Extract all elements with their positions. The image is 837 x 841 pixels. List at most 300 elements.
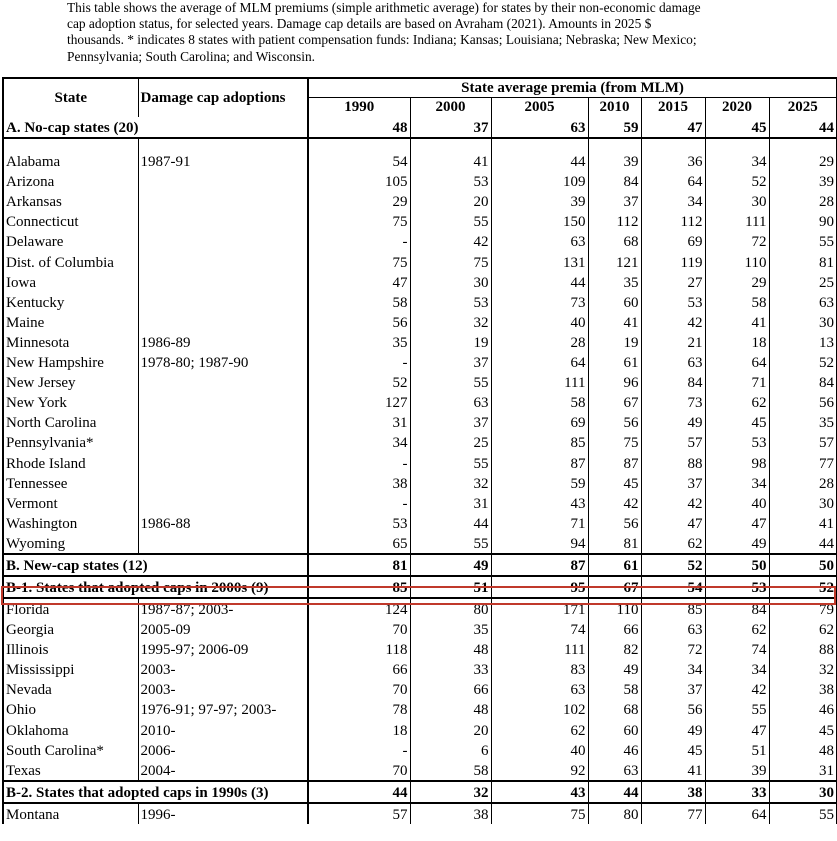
damage-cap-years — [138, 533, 308, 554]
value-cell: 42 — [410, 231, 491, 251]
value-cell: 36 — [641, 151, 705, 171]
value-cell: 124 — [308, 598, 410, 619]
value-cell: 53 — [705, 432, 769, 452]
state-name: Washington — [3, 513, 138, 533]
value-cell: 28 — [769, 191, 837, 211]
value-cell: 119 — [641, 251, 705, 271]
value-cell: 58 — [705, 292, 769, 312]
value-cell: 28 — [769, 473, 837, 493]
value-cell: 19 — [410, 332, 491, 352]
value-cell: 30 — [410, 272, 491, 292]
table-row — [3, 312, 837, 332]
value-cell: 38 — [308, 473, 410, 493]
value-cell: 55 — [705, 699, 769, 719]
value-cell: 45 — [705, 412, 769, 432]
value-cell: 51 — [705, 740, 769, 760]
value-cell: 40 — [491, 312, 588, 332]
value-cell: - — [308, 493, 410, 513]
value-cell: 44 — [410, 513, 491, 533]
state-name: New Hampshire — [3, 352, 138, 372]
value-cell: 39 — [769, 171, 837, 191]
value-cell: 20 — [410, 191, 491, 211]
value-cell: 71 — [705, 372, 769, 392]
value-cell: 44 — [308, 781, 410, 803]
value-cell: 52 — [641, 554, 705, 576]
value-cell: 41 — [641, 760, 705, 781]
value-cell: 68 — [588, 231, 641, 251]
damage-cap-years — [138, 473, 308, 493]
value-cell: 74 — [491, 619, 588, 639]
value-cell: - — [308, 452, 410, 472]
section-label: B. New-cap states (12) — [3, 554, 308, 576]
table-row — [3, 699, 837, 719]
value-cell: 75 — [308, 211, 410, 231]
table-row — [3, 191, 837, 211]
value-cell: 88 — [641, 452, 705, 472]
value-cell: 37 — [410, 412, 491, 432]
value-cell: 62 — [491, 719, 588, 739]
value-cell: 38 — [641, 781, 705, 803]
value-cell: 84 — [588, 171, 641, 191]
value-cell: 35 — [410, 619, 491, 639]
value-cell: 62 — [705, 392, 769, 412]
section-row — [3, 554, 837, 576]
state-name: South Carolina* — [3, 740, 138, 760]
table-row — [3, 619, 837, 639]
value-cell: 64 — [491, 352, 588, 372]
table-row — [3, 251, 837, 271]
value-cell: 73 — [491, 292, 588, 312]
value-cell: 27 — [641, 272, 705, 292]
damage-cap-years: 1986-89 — [138, 332, 308, 352]
section-row — [3, 576, 837, 598]
value-cell: 47 — [641, 513, 705, 533]
value-cell: 62 — [641, 533, 705, 554]
value-cell: 53 — [410, 171, 491, 191]
damage-cap-years — [138, 292, 308, 312]
table-row — [3, 392, 837, 412]
value-cell: 85 — [641, 598, 705, 619]
value-cell: 59 — [588, 117, 641, 138]
table-row — [3, 432, 837, 452]
value-cell: 105 — [308, 171, 410, 191]
damage-cap-years: 1987-91 — [138, 151, 308, 171]
value-cell: 50 — [705, 554, 769, 576]
table-row — [3, 493, 837, 513]
value-cell: 32 — [769, 659, 837, 679]
value-cell: 13 — [769, 332, 837, 352]
state-name: Rhode Island — [3, 452, 138, 472]
value-cell: 81 — [769, 251, 837, 271]
table-row — [3, 803, 837, 824]
state-name: North Carolina — [3, 412, 138, 432]
value-cell: 21 — [641, 332, 705, 352]
value-cell: 112 — [588, 211, 641, 231]
damage-cap-years — [138, 171, 308, 191]
value-cell: 64 — [705, 803, 769, 824]
header-year-2005: 2005 — [491, 98, 588, 118]
value-cell: 33 — [410, 659, 491, 679]
value-cell: 42 — [641, 493, 705, 513]
damage-cap-years: 2005-09 — [138, 619, 308, 639]
value-cell: 47 — [705, 719, 769, 739]
value-cell: 61 — [588, 352, 641, 372]
value-cell: 44 — [491, 151, 588, 171]
value-cell: 66 — [588, 619, 641, 639]
value-cell: 35 — [308, 332, 410, 352]
value-cell: 58 — [588, 679, 641, 699]
value-cell: 51 — [410, 576, 491, 598]
value-cell: 30 — [769, 781, 837, 803]
value-cell: 67 — [588, 392, 641, 412]
value-cell: 82 — [588, 639, 641, 659]
header-year-2000: 2000 — [410, 98, 491, 118]
value-cell: 102 — [491, 699, 588, 719]
value-cell: 48 — [410, 699, 491, 719]
damage-cap-years — [138, 251, 308, 271]
value-cell: 39 — [588, 151, 641, 171]
damage-cap-years — [138, 432, 308, 452]
value-cell: 85 — [491, 432, 588, 452]
value-cell: 49 — [641, 719, 705, 739]
damage-cap-years: 1978-80; 1987-90 — [138, 352, 308, 372]
value-cell: 49 — [705, 533, 769, 554]
spacer-row — [3, 138, 837, 151]
value-cell: 35 — [588, 272, 641, 292]
value-cell: 45 — [705, 117, 769, 138]
value-cell: 59 — [491, 473, 588, 493]
table-row — [3, 760, 837, 781]
section-row — [3, 117, 837, 138]
damage-cap-years — [138, 191, 308, 211]
state-name: Iowa — [3, 272, 138, 292]
value-cell: 34 — [641, 659, 705, 679]
state-name: Delaware — [3, 231, 138, 251]
value-cell: 45 — [641, 740, 705, 760]
table-row — [3, 639, 837, 659]
damage-cap-years: 2003- — [138, 659, 308, 679]
value-cell: 96 — [588, 372, 641, 392]
value-cell: 34 — [308, 432, 410, 452]
table-row — [3, 473, 837, 493]
value-cell: 150 — [491, 211, 588, 231]
value-cell: 56 — [588, 412, 641, 432]
value-cell: 55 — [769, 231, 837, 251]
header-damage-caps: Damage cap adoptions — [138, 78, 308, 117]
value-cell: 66 — [410, 679, 491, 699]
value-cell: 37 — [641, 473, 705, 493]
value-cell: 53 — [705, 576, 769, 598]
value-cell: 41 — [705, 312, 769, 332]
value-cell: 118 — [308, 639, 410, 659]
damage-cap-years — [138, 372, 308, 392]
state-name: Tennessee — [3, 473, 138, 493]
value-cell: 57 — [641, 432, 705, 452]
value-cell: 56 — [588, 513, 641, 533]
value-cell: 75 — [308, 251, 410, 271]
damage-cap-years — [138, 231, 308, 251]
value-cell: 63 — [769, 292, 837, 312]
table-row — [3, 659, 837, 679]
table-body — [3, 117, 837, 824]
value-cell: 37 — [410, 117, 491, 138]
value-cell: 48 — [769, 740, 837, 760]
value-cell: 61 — [588, 554, 641, 576]
value-cell: 68 — [588, 699, 641, 719]
value-cell: 52 — [769, 352, 837, 372]
value-cell: 94 — [491, 533, 588, 554]
value-cell: 83 — [491, 659, 588, 679]
value-cell: 63 — [641, 619, 705, 639]
table-row — [3, 372, 837, 392]
value-cell: 53 — [641, 292, 705, 312]
value-cell: 80 — [588, 803, 641, 824]
value-cell: 72 — [641, 639, 705, 659]
value-cell: 87 — [588, 452, 641, 472]
state-name: Minnesota — [3, 332, 138, 352]
header-year-2015: 2015 — [641, 98, 705, 118]
value-cell: 18 — [308, 719, 410, 739]
value-cell: 56 — [769, 392, 837, 412]
value-cell: 121 — [588, 251, 641, 271]
value-cell: 29 — [308, 191, 410, 211]
value-cell: 63 — [491, 679, 588, 699]
value-cell: 88 — [769, 639, 837, 659]
value-cell: 77 — [769, 452, 837, 472]
value-cell: 110 — [588, 598, 641, 619]
value-cell: 34 — [641, 191, 705, 211]
value-cell: 69 — [491, 412, 588, 432]
caption-line: thousands. * indicates 8 states with patient compensation funds: Indiana; Kansas; Louisiana; Nebraska; New Mexico; — [67, 32, 697, 48]
value-cell: 63 — [491, 231, 588, 251]
value-cell: 47 — [641, 117, 705, 138]
damage-cap-years — [138, 392, 308, 412]
value-cell: 42 — [641, 312, 705, 332]
state-name: Georgia — [3, 619, 138, 639]
value-cell: 171 — [491, 598, 588, 619]
value-cell: - — [308, 352, 410, 372]
damage-cap-years: 2006- — [138, 740, 308, 760]
value-cell: 131 — [491, 251, 588, 271]
value-cell: 30 — [769, 493, 837, 513]
value-cell: 87 — [491, 554, 588, 576]
value-cell: 44 — [769, 533, 837, 554]
state-name: Connecticut — [3, 211, 138, 231]
state-name: Arizona — [3, 171, 138, 191]
value-cell: 66 — [308, 659, 410, 679]
value-cell: 55 — [410, 372, 491, 392]
value-cell: 98 — [705, 452, 769, 472]
value-cell: 45 — [769, 719, 837, 739]
value-cell: 55 — [410, 452, 491, 472]
value-cell: 63 — [410, 392, 491, 412]
value-cell: 44 — [491, 272, 588, 292]
value-cell: 32 — [410, 781, 491, 803]
state-name: Vermont — [3, 493, 138, 513]
value-cell: 29 — [705, 272, 769, 292]
value-cell: 127 — [308, 392, 410, 412]
value-cell: 85 — [308, 576, 410, 598]
value-cell: 37 — [641, 679, 705, 699]
state-name: Texas — [3, 760, 138, 781]
state-name: New Jersey — [3, 372, 138, 392]
table-row — [3, 332, 837, 352]
value-cell: 46 — [769, 699, 837, 719]
value-cell: 45 — [588, 473, 641, 493]
value-cell: 55 — [410, 533, 491, 554]
value-cell: 47 — [308, 272, 410, 292]
header-year-1990: 1990 — [308, 98, 410, 118]
value-cell: 37 — [588, 191, 641, 211]
damage-cap-years: 2004- — [138, 760, 308, 781]
damage-cap-years — [138, 412, 308, 432]
value-cell: 81 — [588, 533, 641, 554]
value-cell: 56 — [641, 699, 705, 719]
value-cell: 38 — [410, 803, 491, 824]
caption-line: cap adoption status, for selected years. Damage cap details are based on Avraham (2021). Amounts in 2025 $ — [67, 16, 652, 32]
value-cell: 58 — [410, 760, 491, 781]
value-cell: 60 — [588, 719, 641, 739]
value-cell: 63 — [491, 117, 588, 138]
value-cell: 34 — [705, 473, 769, 493]
table-row — [3, 598, 837, 619]
value-cell: 71 — [491, 513, 588, 533]
caption-line: Pennsylvania; South Carolina; and Wisconsin. — [67, 48, 316, 64]
damage-cap-years — [138, 272, 308, 292]
value-cell: 60 — [588, 292, 641, 312]
value-cell: 44 — [769, 117, 837, 138]
value-cell: 54 — [308, 151, 410, 171]
value-cell: 49 — [588, 659, 641, 679]
value-cell: 70 — [308, 679, 410, 699]
value-cell: 41 — [410, 151, 491, 171]
value-cell: 84 — [641, 372, 705, 392]
value-cell: 112 — [641, 211, 705, 231]
value-cell: 32 — [410, 312, 491, 332]
value-cell: 70 — [308, 619, 410, 639]
value-cell: 77 — [641, 803, 705, 824]
value-cell: 95 — [491, 576, 588, 598]
value-cell: 38 — [769, 679, 837, 699]
value-cell: 57 — [769, 432, 837, 452]
damage-cap-years — [138, 452, 308, 472]
header-state: State — [3, 78, 138, 117]
value-cell: 31 — [410, 493, 491, 513]
value-cell: 52 — [769, 576, 837, 598]
value-cell: 64 — [705, 352, 769, 372]
value-cell: 31 — [769, 760, 837, 781]
value-cell: 33 — [705, 781, 769, 803]
state-name: Illinois — [3, 639, 138, 659]
value-cell: 42 — [705, 679, 769, 699]
value-cell: 28 — [491, 332, 588, 352]
value-cell: 65 — [308, 533, 410, 554]
value-cell: 58 — [308, 292, 410, 312]
value-cell: 63 — [588, 760, 641, 781]
state-name: Maine — [3, 312, 138, 332]
value-cell: 25 — [410, 432, 491, 452]
value-cell: 56 — [308, 312, 410, 332]
value-cell: 43 — [491, 493, 588, 513]
value-cell: 39 — [491, 191, 588, 211]
value-cell: 6 — [410, 740, 491, 760]
state-name: Dist. of Columbia — [3, 251, 138, 271]
value-cell: 75 — [410, 251, 491, 271]
section-label: B-2. States that adopted caps in 1990s (3) — [3, 781, 308, 803]
table-row — [3, 412, 837, 432]
table-row — [3, 171, 837, 191]
value-cell: 109 — [491, 171, 588, 191]
value-cell: 111 — [705, 211, 769, 231]
value-cell: 18 — [705, 332, 769, 352]
value-cell: 62 — [769, 619, 837, 639]
table-row — [3, 292, 837, 312]
damage-cap-years: 1987-87; 2003- — [138, 598, 308, 619]
state-name: Ohio — [3, 699, 138, 719]
state-name: Alabama — [3, 151, 138, 171]
section-label: B-1. States that adopted caps in 2000s (9) — [3, 576, 308, 598]
state-name: Wyoming — [3, 533, 138, 554]
value-cell: 41 — [588, 312, 641, 332]
value-cell: 81 — [308, 554, 410, 576]
state-name: Nevada — [3, 679, 138, 699]
table-row — [3, 211, 837, 231]
value-cell: 54 — [641, 576, 705, 598]
value-cell: 79 — [769, 598, 837, 619]
value-cell: 80 — [410, 598, 491, 619]
state-name: Pennsylvania* — [3, 432, 138, 452]
value-cell: 25 — [769, 272, 837, 292]
value-cell: 75 — [588, 432, 641, 452]
state-name: Florida — [3, 598, 138, 619]
state-name: Oklahoma — [3, 719, 138, 739]
caption-line: This table shows the average of MLM premiums (simple arithmetic average) for states by their non-economic damage — [67, 0, 701, 15]
value-cell: 87 — [491, 452, 588, 472]
value-cell: 74 — [705, 639, 769, 659]
damage-cap-years: 2003- — [138, 679, 308, 699]
value-cell: 44 — [588, 781, 641, 803]
table-row — [3, 719, 837, 739]
state-name: Kentucky — [3, 292, 138, 312]
value-cell: 58 — [491, 392, 588, 412]
value-cell: 92 — [491, 760, 588, 781]
value-cell: 63 — [641, 352, 705, 372]
value-cell: 47 — [705, 513, 769, 533]
value-cell: 53 — [308, 513, 410, 533]
value-cell: 49 — [641, 412, 705, 432]
value-cell: 57 — [308, 803, 410, 824]
value-cell: 111 — [491, 639, 588, 659]
value-cell: 64 — [641, 171, 705, 191]
value-cell: 29 — [769, 151, 837, 171]
table-row — [3, 533, 837, 554]
value-cell: 41 — [769, 513, 837, 533]
table-row — [3, 679, 837, 699]
header-year-2010: 2010 — [588, 98, 641, 118]
table-row — [3, 231, 837, 251]
value-cell: 30 — [769, 312, 837, 332]
value-cell: 31 — [308, 412, 410, 432]
value-cell: 48 — [410, 639, 491, 659]
table-row — [3, 352, 837, 372]
value-cell: 42 — [588, 493, 641, 513]
table-row — [3, 151, 837, 171]
value-cell: 62 — [705, 619, 769, 639]
state-name: Montana — [3, 803, 138, 824]
value-cell: 69 — [641, 231, 705, 251]
value-cell: 43 — [491, 781, 588, 803]
damage-cap-years: 1986-88 — [138, 513, 308, 533]
